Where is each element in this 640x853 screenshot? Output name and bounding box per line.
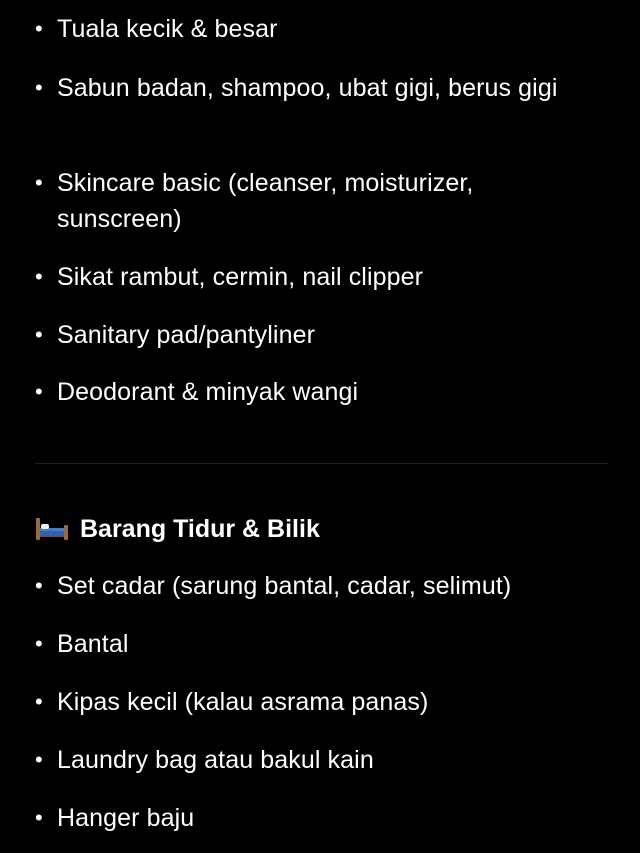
- list-item-text: Laundry bag atau bakul kain: [57, 746, 374, 774]
- section-divider: [35, 463, 608, 464]
- bullet: •: [35, 573, 43, 598]
- list-item-text: Set cadar (sarung bantal, cadar, selimut): [57, 572, 512, 600]
- list-item-text: Deodorant & minyak wangi: [57, 378, 359, 406]
- bullet: •: [35, 75, 43, 100]
- bullet: •: [35, 805, 43, 830]
- list-item-text: Bantal: [57, 630, 129, 658]
- list-item-text: Sikat rambut, cermin, nail clipper: [57, 263, 424, 291]
- bullet: •: [35, 322, 43, 347]
- list-item-text: Sanitary pad/pantyliner: [57, 321, 316, 349]
- list-item-text: Tuala kecik & besar: [57, 15, 278, 43]
- bullet: •: [35, 16, 43, 41]
- bullet: •: [35, 379, 43, 404]
- section-heading-text: Barang Tidur & Bilik: [80, 515, 320, 543]
- section-heading: [35, 511, 320, 547]
- bed-icon: [35, 516, 69, 542]
- bullet: •: [35, 170, 43, 195]
- bullet: •: [35, 689, 43, 714]
- bullet: •: [35, 747, 43, 772]
- bullet: •: [35, 631, 43, 656]
- list-item-text: Sabun badan, shampoo, ubat gigi, berus gigi: [57, 74, 558, 102]
- list-item-text: Kipas kecil (kalau asrama panas): [57, 688, 429, 716]
- list-item-text: Skincare basic (cleanser, moisturizer, sunscreen): [57, 169, 474, 233]
- bullet: •: [35, 264, 43, 289]
- list-item-text: Hanger baju: [57, 804, 195, 832]
